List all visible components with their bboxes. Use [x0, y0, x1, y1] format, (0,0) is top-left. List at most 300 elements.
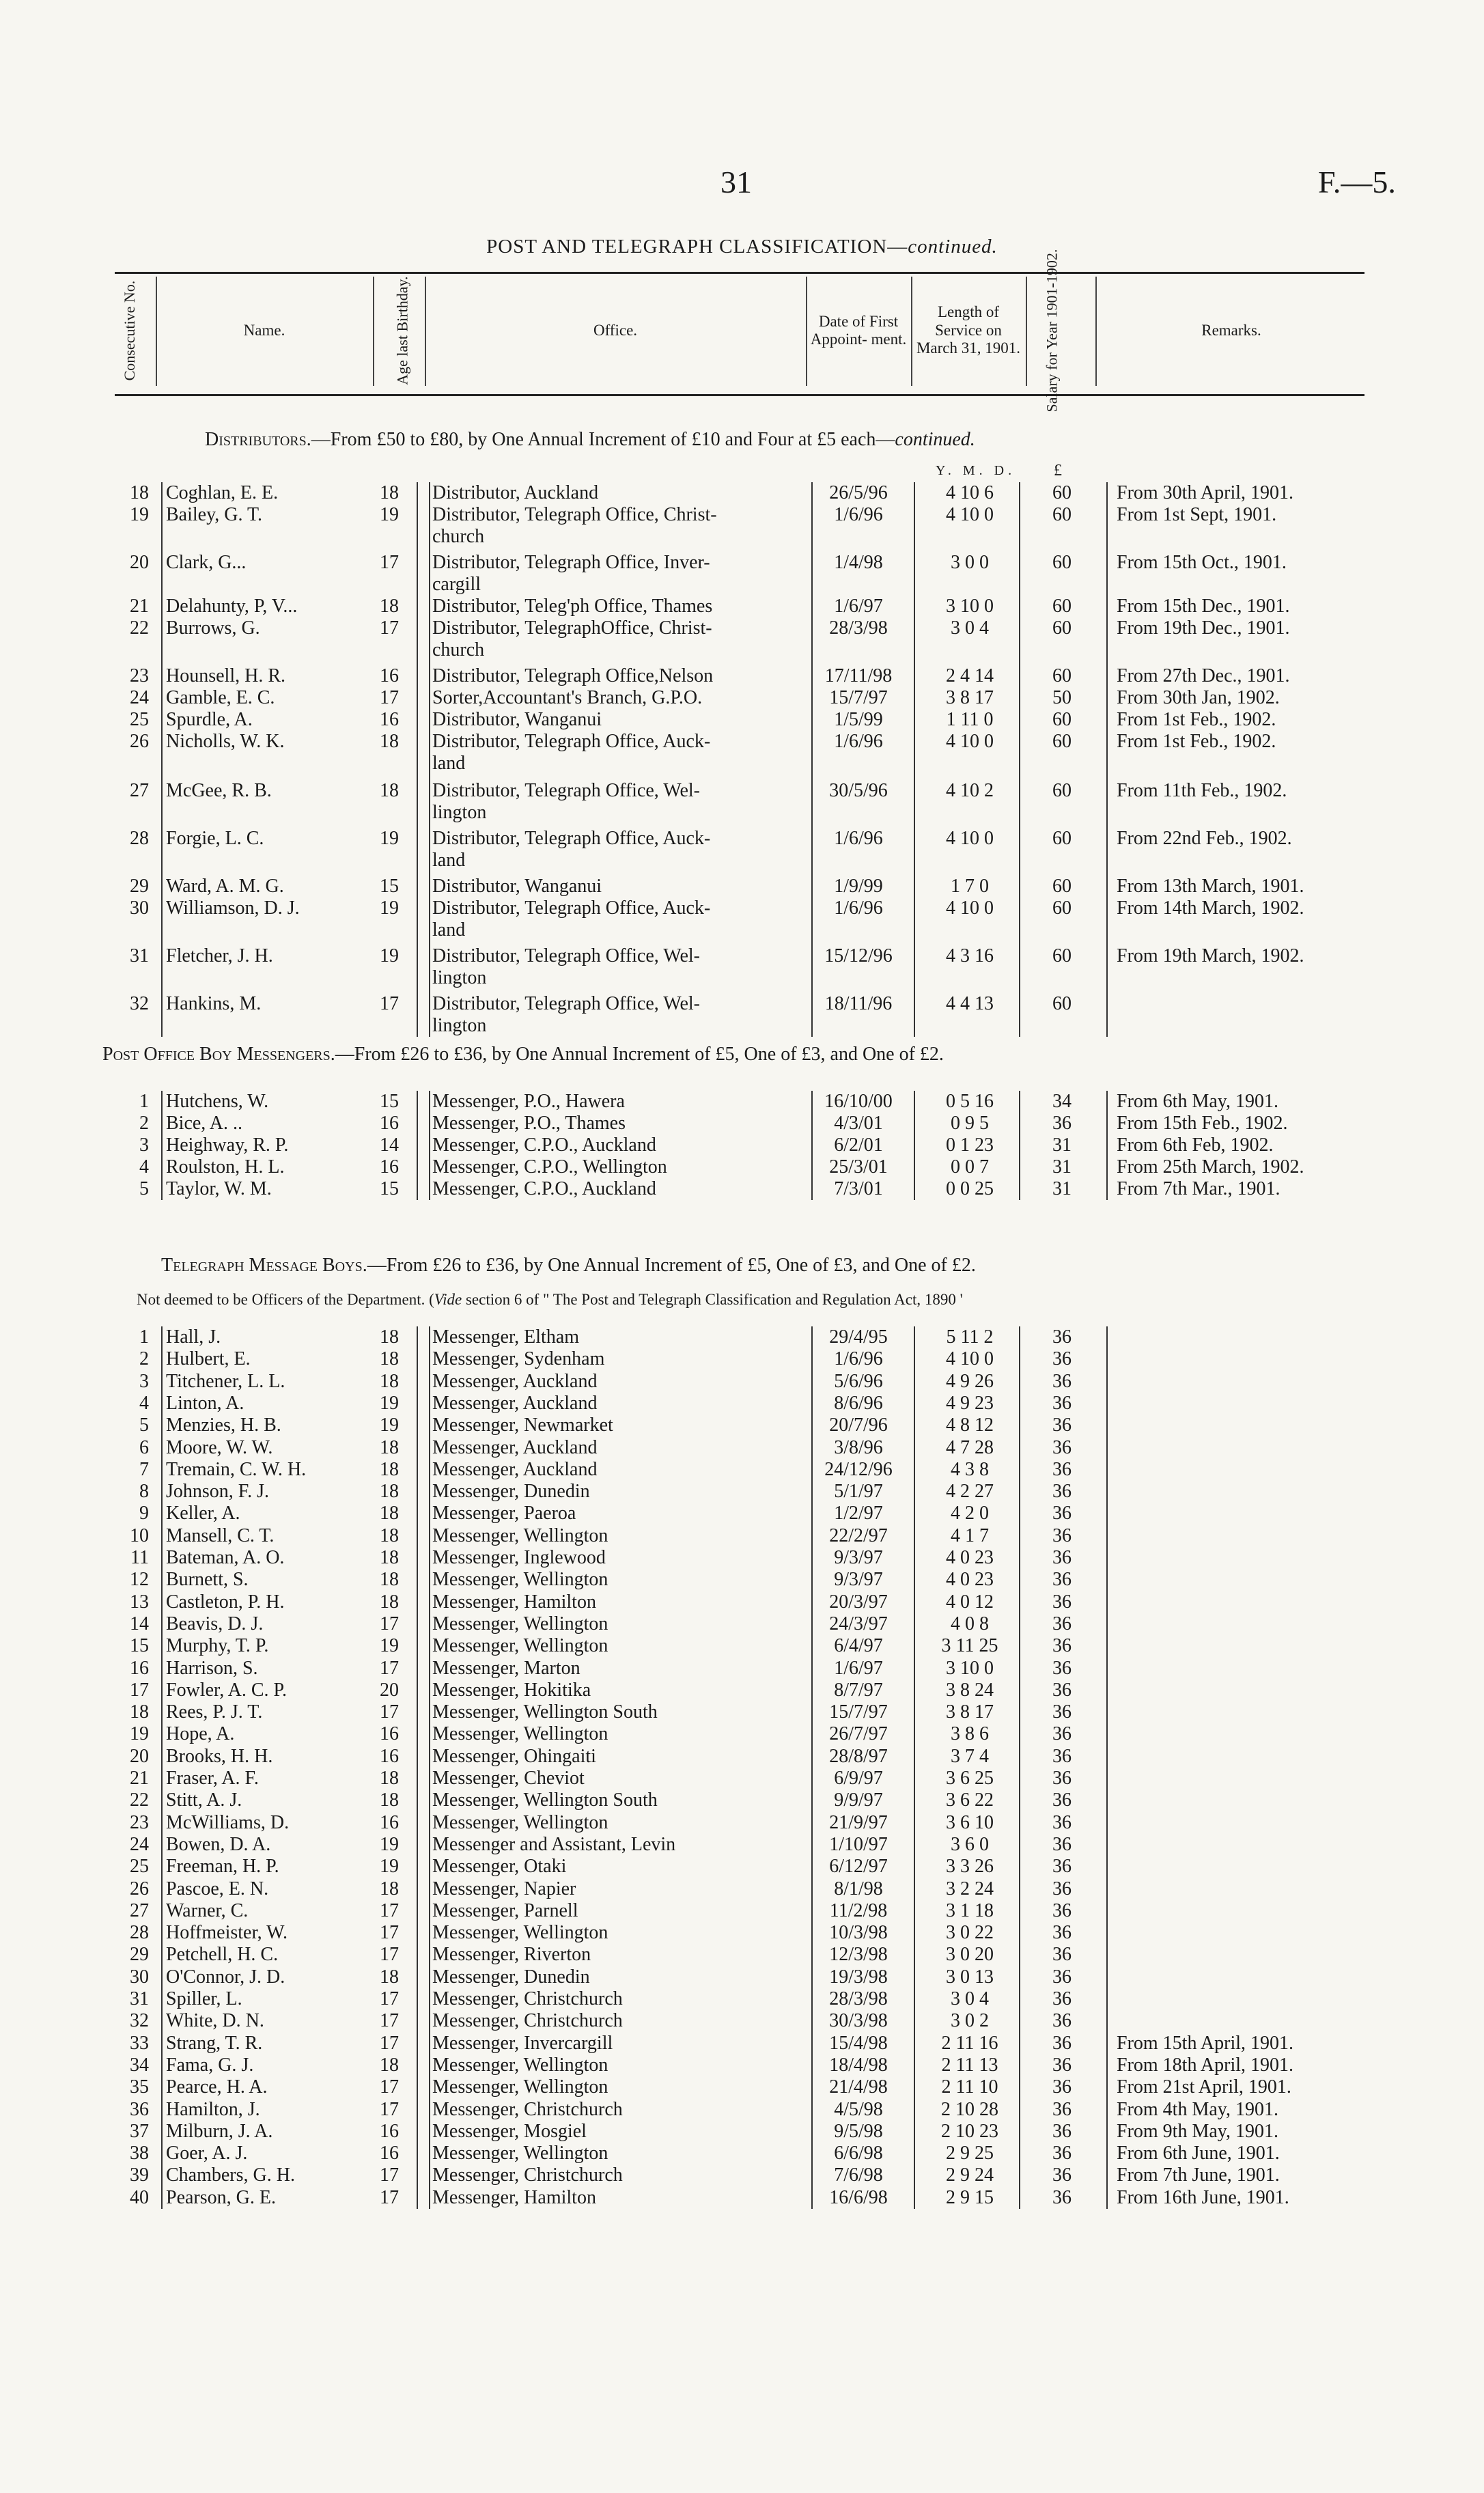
row-date: 20/7/96 — [829, 1415, 888, 1436]
row-office: Messenger, C.P.O., Wellington — [432, 1156, 667, 1178]
row-name: White, D. N. — [166, 2010, 264, 2032]
row-service: 3 6 22 — [946, 1789, 994, 1811]
table-row — [102, 1635, 1373, 1657]
row-service: 4 1 7 — [951, 1524, 989, 1546]
row-age: 17 — [380, 1944, 399, 1966]
row-age: 18 — [380, 1966, 399, 1988]
row-salary: 50 — [1052, 687, 1072, 708]
row-service: 2 9 24 — [946, 2164, 994, 2186]
row-service: 3 0 22 — [946, 1922, 994, 1944]
row-office: Messenger, Christchurch — [432, 2164, 623, 2186]
row-date: 1/5/99 — [834, 709, 883, 730]
table-row — [102, 2010, 1373, 2032]
row-remarks: From 9th May, 1901. — [1117, 2120, 1278, 2142]
row-name: Spurdle, A. — [166, 709, 253, 730]
row-salary: 60 — [1052, 617, 1072, 639]
row-service: 2 4 14 — [946, 665, 994, 686]
row-age: 17 — [380, 2164, 399, 2186]
row-number: 3 — [139, 1134, 149, 1156]
row-date: 4/3/01 — [834, 1113, 883, 1134]
row-office-continued: land — [432, 753, 466, 774]
column-rule — [1019, 1326, 1020, 2209]
row-age: 17 — [380, 1701, 399, 1723]
row-number: 31 — [130, 1988, 149, 2009]
table-row — [102, 1922, 1373, 1944]
row-salary: 36 — [1052, 1856, 1072, 1878]
row-office: Distributor, Telegraph Office, Christ- — [432, 504, 717, 525]
row-date: 16/6/98 — [829, 2186, 888, 2208]
row-age: 19 — [380, 1856, 399, 1878]
row-number: 26 — [130, 731, 149, 752]
row-age: 15 — [380, 1091, 399, 1112]
row-number: 9 — [139, 1503, 149, 1524]
row-salary: 36 — [1052, 1392, 1072, 1414]
row-date: 15/7/97 — [829, 1701, 888, 1723]
row-date: 15/4/98 — [829, 2032, 888, 2054]
row-salary: 60 — [1052, 552, 1072, 573]
row-number: 21 — [130, 596, 149, 617]
row-date: 30/5/96 — [829, 780, 888, 801]
row-remarks: From 13th March, 1901. — [1117, 876, 1304, 897]
row-age: 16 — [380, 1811, 399, 1833]
row-service: 0 5 16 — [946, 1091, 994, 1112]
row-number: 30 — [130, 897, 149, 919]
row-service: 3 8 17 — [946, 687, 994, 708]
row-age: 17 — [380, 2076, 399, 2098]
row-number: 12 — [130, 1569, 149, 1591]
row-office: Distributor, Telegraph Office, Auck- — [432, 828, 711, 849]
row-date: 20/3/97 — [829, 1591, 888, 1613]
table-row — [102, 1966, 1373, 1988]
row-salary: 60 — [1052, 780, 1072, 801]
row-age: 20 — [380, 1679, 399, 1701]
table-row — [102, 596, 1373, 617]
row-age: 19 — [380, 504, 399, 525]
section-heading-post-office-boy-messengers: Post Office Boy Messengers.—From £26 to £36, by One Annual Increment of £5, One of £3, and One of £2. — [102, 1044, 944, 1065]
row-salary: 60 — [1052, 665, 1072, 686]
row-date: 4/5/98 — [834, 2098, 883, 2120]
column-rule — [914, 1091, 915, 1200]
row-office: Distributor, Telegraph Office, Auck- — [432, 731, 711, 752]
table-row — [102, 897, 1373, 941]
row-remarks: From 11th Feb., 1902. — [1117, 780, 1287, 801]
row-number: 16 — [130, 1657, 149, 1679]
row-date: 24/12/96 — [824, 1458, 893, 1480]
row-service: 3 6 25 — [946, 1768, 994, 1789]
row-date: 12/3/98 — [829, 1944, 888, 1966]
row-number: 23 — [130, 1811, 149, 1833]
row-name: Johnson, F. J. — [166, 1481, 270, 1503]
row-date: 26/5/96 — [829, 482, 888, 503]
row-office: Distributor, Telegraph Office, Wel- — [432, 945, 700, 966]
row-office: Messenger, Invercargill — [432, 2032, 613, 2054]
row-service: 1 11 0 — [946, 709, 994, 730]
row-date: 6/6/98 — [834, 2143, 883, 2164]
row-name: Hulbert, E. — [166, 1348, 251, 1370]
row-service: 0 0 25 — [946, 1178, 994, 1199]
col-divider — [1095, 277, 1097, 386]
telegraph-message-boys-table — [102, 1326, 1373, 2209]
row-office: Messenger, C.P.O., Auckland — [432, 1178, 656, 1199]
table-row — [102, 2076, 1373, 2098]
row-office: Messenger, Mosgiel — [432, 2120, 587, 2142]
row-number: 8 — [139, 1481, 149, 1503]
row-date: 1/6/96 — [834, 828, 883, 849]
row-service: 4 9 26 — [946, 1370, 994, 1392]
row-name: Clark, G... — [166, 552, 247, 573]
row-office: Messenger, Sydenham — [432, 1348, 605, 1370]
col-header-service: Length of Service on March 31, 1901. — [916, 303, 1021, 357]
row-date: 9/9/97 — [834, 1789, 883, 1811]
table-row — [102, 2099, 1373, 2121]
row-age: 15 — [380, 876, 399, 897]
row-office: Distributor, Telegraph Office, Wel- — [432, 780, 700, 801]
row-service: 4 10 0 — [946, 731, 994, 752]
row-name: Freeman, H. P. — [166, 1856, 279, 1878]
row-number: 23 — [130, 665, 149, 686]
row-salary: 36 — [1052, 1436, 1072, 1458]
row-office: Messenger, Wellington South — [432, 1701, 658, 1723]
row-service: 5 11 2 — [946, 1326, 994, 1348]
row-salary: 31 — [1052, 1156, 1072, 1178]
row-date: 9/5/98 — [834, 2120, 883, 2142]
col-divider — [911, 277, 912, 386]
column-rule — [161, 1326, 163, 2209]
table-row — [102, 482, 1373, 504]
table-row — [102, 1591, 1373, 1613]
row-salary: 36 — [1052, 2098, 1072, 2120]
row-office: Messenger and Assistant, Levin — [432, 1833, 676, 1855]
row-date: 22/2/97 — [829, 1524, 888, 1546]
row-date: 6/12/97 — [829, 1856, 888, 1878]
row-service: 3 11 25 — [941, 1635, 998, 1657]
row-name: Harrison, S. — [166, 1657, 258, 1679]
row-office: Messenger, Eltham — [432, 1326, 580, 1348]
row-name: Stitt, A. J. — [166, 1789, 242, 1811]
row-office: Messenger, Wellington — [432, 2143, 608, 2164]
row-service: 4 9 23 — [946, 1392, 994, 1414]
table-row — [102, 1834, 1373, 1856]
row-number: 3 — [139, 1370, 149, 1392]
row-office: Messenger, Wellington — [432, 1811, 608, 1833]
row-service: 4 10 6 — [946, 482, 994, 503]
table-row — [102, 2143, 1373, 2164]
row-remarks: From 6th May, 1901. — [1117, 1091, 1278, 1112]
row-service: 4 3 8 — [951, 1458, 989, 1480]
row-date: 1/6/96 — [834, 1348, 883, 1370]
row-number: 34 — [130, 2054, 149, 2076]
row-name: Bailey, G. T. — [166, 504, 263, 525]
row-service: 4 2 27 — [946, 1481, 994, 1503]
row-name: Bateman, A. O. — [166, 1547, 285, 1568]
row-remarks: From 4th May, 1901. — [1117, 2098, 1278, 2120]
row-salary: 36 — [1052, 1569, 1072, 1591]
row-age: 18 — [380, 1348, 399, 1370]
table-row — [102, 1393, 1373, 1415]
row-office: Sorter,Accountant's Branch, G.P.O. — [432, 687, 703, 708]
row-number: 25 — [130, 1856, 149, 1878]
row-name: McGee, R. B. — [166, 780, 272, 801]
row-number: 28 — [130, 828, 149, 849]
row-salary: 36 — [1052, 1503, 1072, 1524]
column-rule — [1106, 1326, 1108, 2209]
table-row — [102, 1178, 1373, 1200]
row-remarks: From 6th Feb, 1902. — [1117, 1134, 1274, 1156]
column-rule — [811, 1091, 813, 1200]
table-row — [102, 1613, 1373, 1635]
row-name: Heighway, R. P. — [166, 1134, 289, 1156]
row-remarks: From 19th March, 1902. — [1117, 945, 1304, 966]
row-name: Forgie, L. C. — [166, 828, 264, 849]
row-date: 26/7/97 — [829, 1723, 888, 1745]
col-header-date: Date of First Appoint- ment. — [810, 312, 907, 348]
row-date: 21/9/97 — [829, 1811, 888, 1833]
row-age: 19 — [380, 897, 399, 919]
row-office-continued: land — [432, 919, 466, 941]
table-row — [102, 1988, 1373, 2010]
row-name: Chambers, G. H. — [166, 2164, 295, 2186]
row-name: Delahunty, P, V... — [166, 596, 298, 617]
row-salary: 36 — [1052, 1113, 1072, 1134]
row-name: Pearson, G. E. — [166, 2186, 276, 2208]
section-note: Not deemed to be Officers of the Department. (Vide section 6 of " The Post and Telegraph Classification and Regulation Act, 1890 ' — [137, 1291, 963, 1308]
row-remarks: From 22nd Feb., 1902. — [1117, 828, 1292, 849]
table-row — [102, 1326, 1373, 1348]
row-number: 19 — [130, 1723, 149, 1745]
row-service: 2 11 10 — [941, 2076, 998, 2098]
row-number: 1 — [139, 1091, 149, 1112]
table-row — [102, 1944, 1373, 1966]
col-header-name: Name. — [243, 321, 285, 339]
row-name: O'Connor, J. D. — [166, 1966, 285, 1988]
row-age: 18 — [380, 2054, 399, 2076]
row-age: 18 — [380, 1370, 399, 1392]
row-service: 4 0 23 — [946, 1547, 994, 1568]
row-number: 21 — [130, 1768, 149, 1789]
row-age: 19 — [380, 828, 399, 849]
row-number: 36 — [130, 2098, 149, 2120]
row-date: 11/2/98 — [829, 1899, 888, 1921]
row-date: 28/3/98 — [829, 617, 888, 639]
row-date: 15/12/96 — [824, 945, 893, 966]
row-office: Messenger, Auckland — [432, 1392, 598, 1414]
header-bottom-rule — [115, 394, 1364, 396]
column-rule — [417, 1326, 418, 2209]
row-date: 17/11/98 — [824, 665, 893, 686]
row-salary: 36 — [1052, 1635, 1072, 1657]
table-row — [102, 1415, 1373, 1436]
row-date: 28/3/98 — [829, 1988, 888, 2009]
row-salary: 60 — [1052, 731, 1072, 752]
row-salary: 60 — [1052, 945, 1072, 966]
row-office: Messenger, Wellington — [432, 1723, 608, 1745]
row-age: 18 — [380, 482, 399, 503]
row-service: 4 7 28 — [946, 1436, 994, 1458]
row-name: Coghlan, E. E. — [166, 482, 279, 503]
row-date: 21/4/98 — [829, 2076, 888, 2098]
row-age: 18 — [380, 1768, 399, 1789]
row-remarks: From 7th Mar., 1901. — [1117, 1178, 1280, 1199]
table-row — [102, 876, 1373, 897]
row-name: Goer, A. J. — [166, 2143, 248, 2164]
row-number: 25 — [130, 709, 149, 730]
row-number: 35 — [130, 2076, 149, 2098]
row-office: Messenger, Ohingaiti — [432, 1745, 596, 1767]
row-name: McWilliams, D. — [166, 1811, 290, 1833]
row-service: 4 3 16 — [946, 945, 994, 966]
row-number: 18 — [130, 1701, 149, 1723]
row-age: 17 — [380, 993, 399, 1014]
table-row — [102, 2164, 1373, 2186]
row-name: Tremain, C. W. H. — [166, 1458, 307, 1480]
row-name: Keller, A. — [166, 1503, 240, 1524]
column-rule — [1019, 482, 1020, 1037]
row-salary: 36 — [1052, 1370, 1072, 1392]
row-name: Roulston, H. L. — [166, 1156, 285, 1178]
row-salary: 36 — [1052, 2164, 1072, 2186]
row-date: 1/6/97 — [834, 596, 883, 617]
row-name: Mansell, C. T. — [166, 1524, 275, 1546]
row-service: 2 9 25 — [946, 2143, 994, 2164]
row-age: 19 — [380, 1392, 399, 1414]
row-name: Spiller, L. — [166, 1988, 242, 2009]
column-rule — [161, 482, 163, 1037]
row-service: 2 10 28 — [941, 2098, 998, 2120]
row-name: Williamson, D. J. — [166, 897, 300, 919]
col-divider — [425, 277, 426, 386]
distributors-table — [102, 482, 1373, 1037]
row-number: 22 — [130, 1789, 149, 1811]
row-name: Petchell, H. C. — [166, 1944, 279, 1966]
row-number: 27 — [130, 780, 149, 801]
row-salary: 36 — [1052, 1481, 1072, 1503]
row-age: 16 — [380, 1745, 399, 1767]
column-rule — [914, 482, 915, 1037]
table-row — [102, 2187, 1373, 2209]
table-row — [102, 1525, 1373, 1547]
row-office: Distributor, Wanganui — [432, 876, 602, 897]
column-rule — [914, 1326, 915, 2209]
row-service: 4 4 13 — [946, 993, 994, 1014]
row-salary: 36 — [1052, 2032, 1072, 2054]
table-row — [102, 687, 1373, 709]
row-service: 2 11 16 — [941, 2032, 998, 2054]
table-row — [102, 1680, 1373, 1701]
row-age: 18 — [380, 1436, 399, 1458]
row-number: 29 — [130, 876, 149, 897]
row-service: 3 1 18 — [946, 1899, 994, 1921]
row-office: Messenger, Hamilton — [432, 1591, 596, 1613]
row-age: 18 — [380, 1591, 399, 1613]
row-name: Hope, A. — [166, 1723, 235, 1745]
row-salary: 36 — [1052, 2186, 1072, 2208]
col-divider — [373, 277, 374, 386]
row-number: 38 — [130, 2143, 149, 2164]
row-service: 4 8 12 — [946, 1415, 994, 1436]
row-remarks: From 15th Feb., 1902. — [1117, 1113, 1288, 1134]
row-date: 25/3/01 — [829, 1156, 888, 1178]
row-salary: 36 — [1052, 1657, 1072, 1679]
table-row — [102, 552, 1373, 596]
row-number: 39 — [130, 2164, 149, 2186]
table-row — [102, 945, 1373, 989]
row-office: Messenger, Newmarket — [432, 1415, 613, 1436]
row-age: 18 — [380, 1503, 399, 1524]
row-age: 17 — [380, 1988, 399, 2009]
row-office-continued: cargill — [432, 574, 481, 595]
row-salary: 31 — [1052, 1178, 1072, 1199]
row-number: 33 — [130, 2032, 149, 2054]
row-service: 4 10 0 — [946, 897, 994, 919]
table-row — [102, 1569, 1373, 1591]
row-office: Messenger, Wellington — [432, 1524, 608, 1546]
col-divider — [156, 277, 157, 386]
row-name: Fowler, A. C. P. — [166, 1679, 288, 1701]
row-age: 18 — [380, 731, 399, 752]
row-name: Strang, T. R. — [166, 2032, 263, 2054]
row-age: 18 — [380, 1458, 399, 1480]
row-salary: 36 — [1052, 1988, 1072, 2009]
row-service: 3 6 0 — [951, 1833, 989, 1855]
row-office: Messenger, P.O., Hawera — [432, 1091, 625, 1112]
row-service: 0 1 23 — [946, 1134, 994, 1156]
row-number: 2 — [139, 1348, 149, 1370]
row-office: Messenger, Dunedin — [432, 1966, 590, 1988]
row-salary: 36 — [1052, 1613, 1072, 1634]
row-salary: 34 — [1052, 1091, 1072, 1112]
row-number: 13 — [130, 1591, 149, 1613]
row-date: 18/4/98 — [829, 2054, 888, 2076]
row-date: 28/8/97 — [829, 1745, 888, 1767]
row-name: Rees, P. J. T. — [166, 1701, 263, 1723]
table-row — [102, 1481, 1373, 1503]
row-name: Brooks, H. H. — [166, 1745, 273, 1767]
table-row — [102, 1812, 1373, 1834]
row-date: 15/7/97 — [829, 687, 888, 708]
row-name: Bowen, D. A. — [166, 1833, 271, 1855]
row-salary: 36 — [1052, 1944, 1072, 1966]
row-date: 3/8/96 — [834, 1436, 883, 1458]
row-age: 18 — [380, 780, 399, 801]
row-service: 3 0 4 — [951, 1988, 989, 2009]
row-office: Messenger, P.O., Thames — [432, 1113, 626, 1134]
row-service: 3 3 26 — [946, 1856, 994, 1878]
row-name: Warner, C. — [166, 1899, 249, 1921]
row-remarks: From 21st April, 1901. — [1117, 2076, 1291, 2098]
row-age: 18 — [380, 1789, 399, 1811]
row-date: 5/6/96 — [834, 1370, 883, 1392]
row-office: Messenger, Wellington — [432, 2054, 608, 2076]
row-age: 18 — [380, 1547, 399, 1568]
col-header-remarks: Remarks. — [1201, 321, 1261, 339]
row-number: 24 — [130, 1833, 149, 1855]
row-name: Hounsell, H. R. — [166, 665, 285, 686]
row-number: 17 — [130, 1679, 149, 1701]
row-service: 4 10 2 — [946, 780, 994, 801]
table-row — [102, 1547, 1373, 1569]
row-remarks: From 15th April, 1901. — [1117, 2032, 1294, 2054]
row-name: Fama, G. J. — [166, 2054, 254, 2076]
table-row — [102, 828, 1373, 872]
row-office: Messenger, Dunedin — [432, 1481, 590, 1503]
row-salary: 36 — [1052, 1591, 1072, 1613]
row-age: 18 — [380, 1481, 399, 1503]
row-age: 18 — [380, 1569, 399, 1591]
col-header-office: Office. — [593, 321, 638, 339]
row-salary: 36 — [1052, 1326, 1072, 1348]
column-rule — [161, 1091, 163, 1200]
row-salary: 36 — [1052, 1811, 1072, 1833]
